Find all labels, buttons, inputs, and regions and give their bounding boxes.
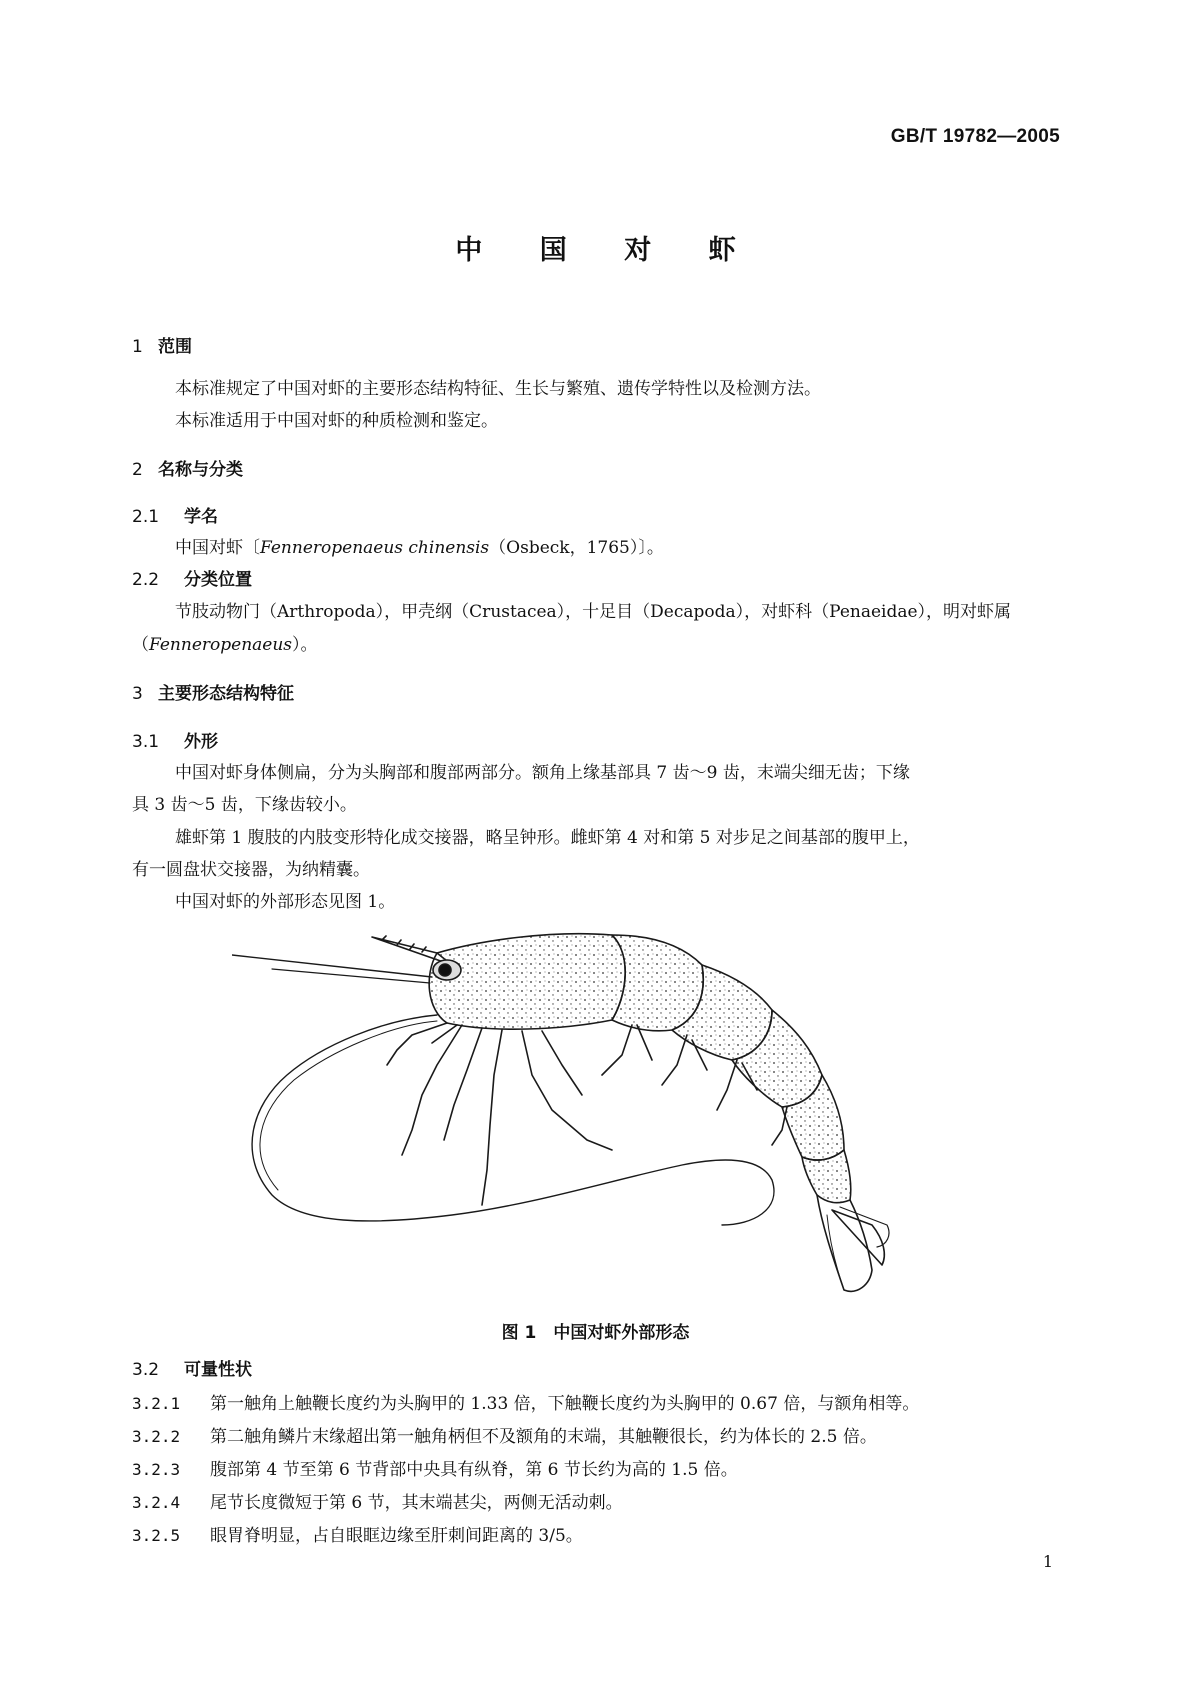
list-item bbox=[132, 1389, 919, 1414]
paragraph: 本标准规定了中国对虾的主要形态结构特征、生长与繁殖、遗传学特性以及检测方法。 bbox=[175, 379, 821, 399]
page-title: 中 国 对 虾 bbox=[455, 235, 760, 266]
section-2-heading bbox=[132, 455, 243, 480]
section-2-2-heading bbox=[132, 565, 252, 590]
section-title: 学名 bbox=[184, 507, 218, 527]
section-title: 范围 bbox=[158, 337, 192, 357]
section-number: 3.1 bbox=[132, 732, 160, 752]
figure-caption: 图 1 中国对虾外部形态 bbox=[501, 1323, 690, 1343]
section-number: 2.1 bbox=[132, 507, 160, 527]
latin-name: Fenneropenaeus bbox=[149, 635, 293, 655]
standard-code: GB/T 19782—2005 bbox=[890, 126, 1060, 147]
paragraph: 具 3 齿～5 齿，下缘齿较小。 bbox=[132, 795, 357, 815]
text: ）。 bbox=[292, 635, 318, 655]
section-3-heading bbox=[132, 679, 294, 704]
section-3-2-heading bbox=[132, 1355, 252, 1380]
item-text: 腹部第 4 节至第 6 节背部中央具有纵脊，第 6 节长约为高的 1.5 倍。 bbox=[210, 1460, 738, 1480]
section-title: 可量性状 bbox=[184, 1360, 252, 1380]
list-item bbox=[132, 1422, 877, 1447]
paragraph: 有一圆盘状交接器，为纳精囊。 bbox=[132, 860, 370, 880]
item-number: 3.2.2 bbox=[132, 1427, 181, 1446]
list-item bbox=[132, 1521, 583, 1546]
item-number: 3.2.3 bbox=[132, 1460, 181, 1479]
list-item bbox=[132, 1488, 623, 1513]
item-text: 第一触角上触鞭长度约为头胸甲的 1.33 倍，下触鞭长度约为头胸甲的 0.67 倍，与额角相等。 bbox=[210, 1394, 920, 1414]
paragraph: 中国对虾的外部形态见图 1。 bbox=[175, 892, 396, 912]
text: 中国对虾〔 bbox=[175, 538, 260, 558]
list-item bbox=[132, 1455, 738, 1480]
section-number: 3.2 bbox=[132, 1360, 160, 1380]
paragraph: 节肢动物门（Arthropoda），甲壳纲（Crustacea），十足目（Decapoda），对虾科（Penaeidae），明对虾属 bbox=[175, 602, 1012, 622]
text: （Osbeck，1765）〕。 bbox=[489, 538, 664, 558]
section-number: 1 bbox=[132, 337, 143, 357]
section-2-1-heading bbox=[132, 502, 218, 527]
scientific-name bbox=[175, 533, 664, 558]
paragraph: 中国对虾身体侧扁，分为头胸部和腹部两部分。额角上缘基部具 7 齿～9 齿，末端尖细无齿；下缘 bbox=[175, 763, 910, 783]
section-3-1-heading bbox=[132, 727, 218, 752]
paragraph bbox=[132, 630, 318, 655]
item-text: 第二触角鳞片末缘超出第一触角柄但不及额角的末端，其触鞭很长，约为体长的 2.5 倍。 bbox=[210, 1427, 877, 1447]
latin-name: Fenneropenaeus chinensis bbox=[260, 538, 490, 558]
shrimp-illustration bbox=[232, 925, 992, 1305]
section-number: 2.2 bbox=[132, 570, 160, 590]
item-number: 3.2.4 bbox=[132, 1493, 181, 1512]
section-title: 主要形态结构特征 bbox=[158, 684, 294, 704]
item-text: 眼胃脊明显，占自眼眶边缘至肝刺间距离的 3/5。 bbox=[210, 1526, 583, 1546]
section-title: 分类位置 bbox=[184, 570, 252, 590]
section-number: 3 bbox=[132, 684, 143, 704]
page-number: 1 bbox=[1042, 1552, 1053, 1571]
text: （ bbox=[132, 635, 149, 655]
section-number: 2 bbox=[132, 460, 143, 480]
paragraph: 本标准适用于中国对虾的种质检测和鉴定。 bbox=[175, 411, 498, 431]
paragraph: 雄虾第 1 腹肢的内肢变形特化成交接器，略呈钟形。雌虾第 4 对和第 5 对步足之间基部的腹甲上， bbox=[175, 828, 920, 848]
section-title: 外形 bbox=[184, 732, 218, 752]
item-number: 3.2.5 bbox=[132, 1526, 181, 1545]
section-1-heading bbox=[132, 332, 192, 357]
item-number: 3.2.1 bbox=[132, 1394, 181, 1413]
section-title: 名称与分类 bbox=[158, 460, 243, 480]
item-text: 尾节长度微短于第 6 节，其末端甚尖，两侧无活动刺。 bbox=[210, 1493, 623, 1513]
